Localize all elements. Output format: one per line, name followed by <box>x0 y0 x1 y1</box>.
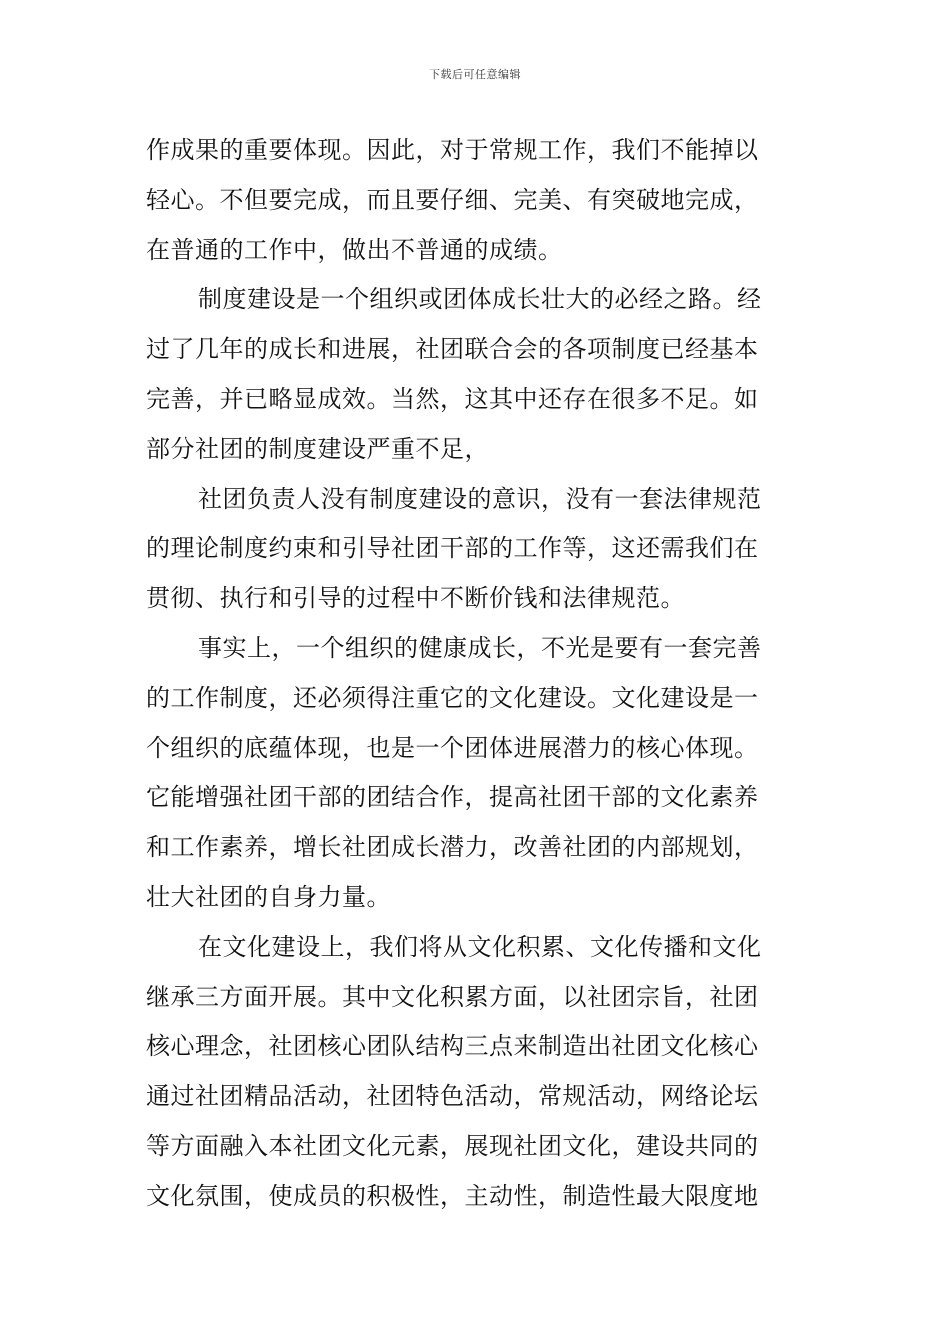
text-line: 作成果的重要体现。因此，对于常规工作，我们不能掉以 <box>146 136 759 164</box>
text-line: 通过社团精品活动，社团特色活动，常规活动，网络论坛 <box>146 1082 759 1111</box>
text-line: 它能增强社团干部的团结合作，提高社团干部的文化素养 <box>146 783 759 812</box>
text-line: 壮大社团的自身力量。 <box>146 882 391 911</box>
text-line: 部分社团的制度建设严重不足， <box>146 434 489 463</box>
body-text <box>146 126 810 1222</box>
paragraph-start-line: 制度建设是一个组织或团体成长壮大的必经之路。经 <box>198 285 762 314</box>
page-header: 下载后可任意编辑 <box>429 68 521 81</box>
text-line: 和工作素养，增长社团成长潜力，改善社团的内部规划， <box>146 833 759 862</box>
text-line: 轻心。不但要完成，而且要仔细、完美、有突破地完成， <box>146 185 759 214</box>
text-line: 继承三方面开展。其中文化积累方面，以社团宗旨，社团 <box>146 982 759 1011</box>
text-line: 文化氛围，使成员的积极性，主动性，制造性最大限度地 <box>146 1181 759 1210</box>
text-line: 核心理念，社团核心团队结构三点来制造出社团文化核心 <box>146 1032 759 1061</box>
paragraph-start-line: 社团负责人没有制度建设的意识，没有一套法律规范 <box>198 484 762 513</box>
text-line: 贯彻、执行和引导的过程中不断价钱和法律规范。 <box>146 584 685 613</box>
paragraph-start-line: 事实上，一个组织的健康成长，不光是要有一套完善 <box>198 633 762 662</box>
text-line: 的工作制度，还必须得注重它的文化建设。文化建设是一 <box>146 683 759 712</box>
text-line: 过了几年的成长和进展，社团联合会的各项制度已经基本 <box>146 335 759 364</box>
text-line: 的理论制度约束和引导社团干部的工作等，这还需我们在 <box>146 534 759 563</box>
text-line: 完善，并已略显成效。当然，这其中还存在很多不足。如 <box>146 384 759 413</box>
paragraph-start-line: 在文化建设上，我们将从文化积累、文化传播和文化 <box>198 932 762 961</box>
text-line: 在普通的工作中，做出不普通的成绩。 <box>146 235 563 264</box>
text-line: 个组织的底蕴体现，也是一个团体进展潜力的核心体现。 <box>146 733 759 762</box>
text-line: 等方面融入本社团文化元素，展现社团文化，建设共同的 <box>146 1131 759 1160</box>
